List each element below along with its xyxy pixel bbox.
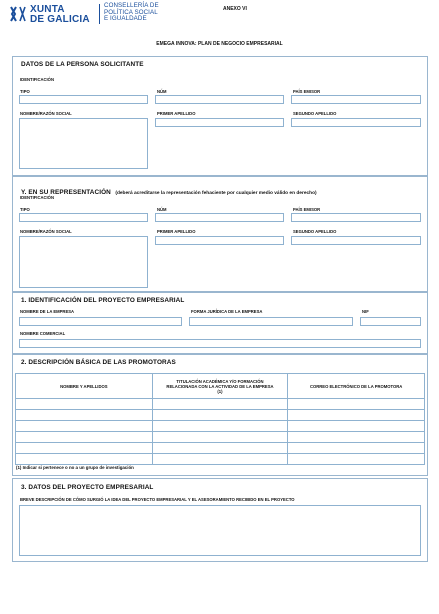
segundo-apellido-field[interactable] [291,236,421,245]
num-field[interactable] [155,95,284,104]
table-row [16,410,425,421]
table-header-row [16,374,425,399]
section-promotoras [12,354,428,476]
section-title: Y. EN SU REPRESENTACIÓN [21,189,111,196]
forma-juridica-label: FORMA JURÍDICA DE LA EMPRESA [191,309,263,314]
column-header-correo: CORREO ELECTRÓNICO DE LA PROMOTORA [288,374,425,399]
nif-field[interactable] [360,317,421,326]
titulacion-cell[interactable] [152,399,288,410]
nombre-cell[interactable] [16,399,153,410]
num-label: NÚM [157,89,167,94]
logo-text: XUNTA DE GALICIA [30,4,90,25]
nombre-razon-field[interactable] [19,118,148,169]
section-representacion [12,176,428,292]
identificacion-label: IDENTIFICACIÓN [20,77,54,82]
nombre-comercial-field[interactable] [19,339,421,348]
section-identificacion-proyecto [12,292,428,354]
nombre-razon-label: NOMBRE/RAZÓN SOCIAL [20,111,72,116]
primer-apellido-field[interactable] [155,236,284,245]
promotoras-table [15,373,425,465]
section-title: 3. DATOS DEL PROYECTO EMPRESARIAL [21,484,154,491]
identificacion-label: IDENTIFICACIÓN [20,195,54,200]
section-heading [21,181,317,199]
nif-label: NIF [362,309,369,314]
correo-cell[interactable] [288,443,425,454]
section-solicitante [12,56,428,176]
num-field[interactable] [155,213,284,222]
section-title: 1. IDENTIFICACIÓN DEL PROYECTO EMPRESARIAL [21,297,185,304]
nombre-empresa-field[interactable] [19,317,182,326]
pais-emisor-label: PAÍS EMISOR [293,89,321,94]
nombre-cell[interactable] [16,443,153,454]
xunta-emblem-icon [8,3,28,25]
titulacion-cell[interactable] [152,410,288,421]
primer-apellido-label: PRIMER APELLIDO [157,111,196,116]
table-row [16,443,425,454]
tipo-label: TIPO [20,207,30,212]
primer-apellido-label: PRIMER APELLIDO [157,229,196,234]
segundo-apellido-label: SEGUNDO APELLIDO [293,229,337,234]
titulacion-cell[interactable] [152,421,288,432]
nombre-cell[interactable] [16,454,153,465]
primer-apellido-field[interactable] [155,118,284,127]
nombre-razon-field[interactable] [19,236,148,288]
table-row [16,432,425,443]
conselleria-name: CONSELLERÍA DE POLÍTICA SOCIAL E IGUALDADE [104,2,159,23]
page-title: EMEGA INNOVA: PLAN DE NEGOCIO EMPRESARIAL [156,41,283,47]
footnote: (1) Indicar si pertenece o no a un grupo de investigación [16,465,134,470]
segundo-apellido-field[interactable] [291,118,421,127]
nombre-cell[interactable] [16,432,153,443]
nombre-empresa-label: NOMBRE DE LA EMPRESA [20,309,75,314]
section-note: (deberá acreditarse la representación fehaciente por cualquier medio válido en derecho) [115,191,317,196]
correo-cell[interactable] [288,410,425,421]
tipo-label: TIPO [20,89,30,94]
num-label: NÚM [157,207,167,212]
titulacion-cell[interactable] [152,443,288,454]
correo-cell[interactable] [288,454,425,465]
header-divider [99,4,100,24]
titulacion-cell[interactable] [152,432,288,443]
segundo-apellido-label: SEGUNDO APELLIDO [293,111,337,116]
table-row [16,399,425,410]
section-title: 2. DESCRIPCIÓN BÁSICA DE LAS PROMOTORAS [21,359,176,366]
descripcion-field[interactable] [19,505,421,556]
column-header-nombre: NOMBRE Y APELLIDOS [16,374,153,399]
tipo-field[interactable] [19,95,148,104]
pais-emisor-field[interactable] [291,95,421,104]
correo-cell[interactable] [288,399,425,410]
nombre-razon-label: NOMBRE/RAZÓN SOCIAL [20,229,72,234]
table-row [16,421,425,432]
nombre-comercial-label: NOMBRE COMERCIAL [20,331,66,336]
table-row [16,454,425,465]
forma-juridica-field[interactable] [189,317,353,326]
pais-emisor-label: PAÍS EMISOR [293,207,321,212]
section-datos-proyecto [12,478,428,562]
xunta-logo [8,3,106,25]
section-title: DATOS DE LA PERSONA SOLICITANTE [21,61,144,68]
correo-cell[interactable] [288,421,425,432]
column-header-titulacion: TITULACIÓN ACADÉMICA Y/O FORMACIÓN RELACIONADA CON LA ACTIVIDAD DE LA EMPRESA (1) [152,374,288,399]
titulacion-cell[interactable] [152,454,288,465]
nombre-cell[interactable] [16,410,153,421]
anexo-label: ANEXO VI [223,6,247,12]
pais-emisor-field[interactable] [291,213,421,222]
descripcion-label: BREVE DESCRIPCIÓN DE CÓMO SURGIÓ LA IDEA DEL PROYECTO EMPRESARIAL Y EL ASESORAMIENTO RECIBIDO EN EL PROYECTO [20,497,295,502]
tipo-field[interactable] [19,213,148,222]
nombre-cell[interactable] [16,421,153,432]
correo-cell[interactable] [288,432,425,443]
